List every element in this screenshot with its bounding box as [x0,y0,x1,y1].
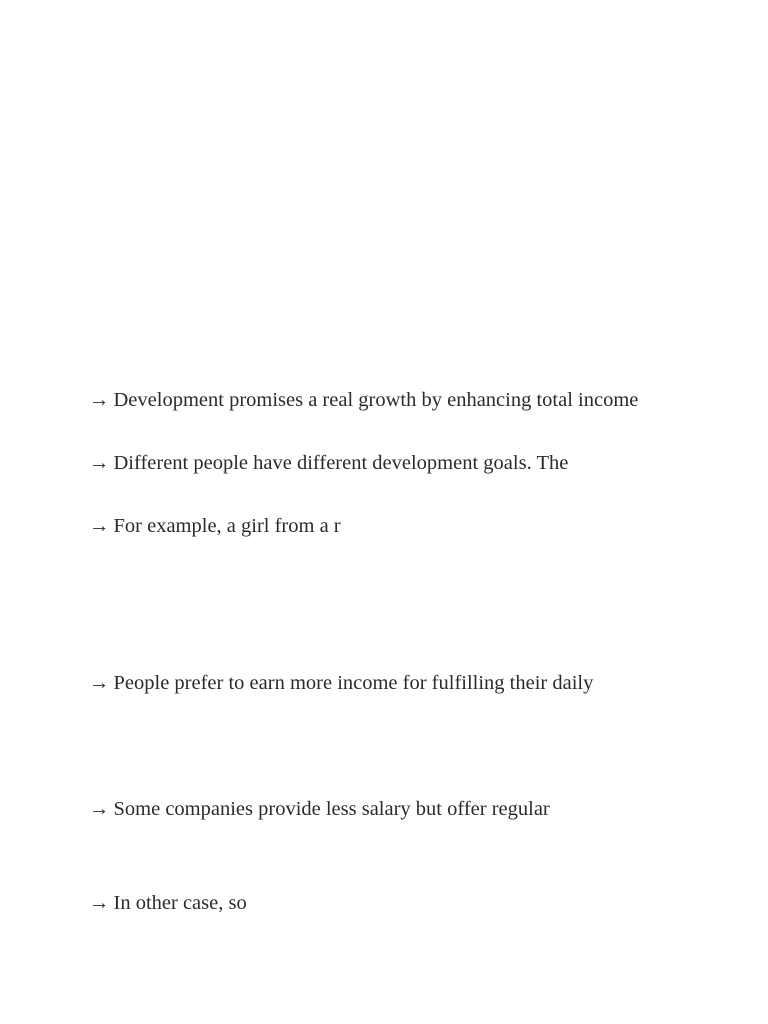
right-arrow-icon: → [89,515,110,537]
bullet-text: Different people have different development goals. The [113,452,569,474]
right-arrow-icon: → [89,892,110,914]
bullet-text: In other case, so [113,892,247,914]
bullet-text: Development promises a real growth by enhancing total income [113,389,639,411]
right-arrow-icon: → [89,798,110,820]
bullet-text: People prefer to earn more income for fulfilling their daily [113,672,594,694]
right-arrow-icon: → [89,452,110,474]
bullet-line [89,891,247,915]
right-arrow-icon: → [89,672,110,694]
bullet-line [89,797,550,821]
right-arrow-icon: → [89,389,110,411]
bullet-line [89,388,638,412]
bullet-text: For example, a girl from a r [113,515,341,537]
bullet-line [89,514,341,538]
bullet-line [89,451,568,475]
bullet-text: Some companies provide less salary but offer regular [113,798,550,820]
bullet-line [89,671,593,695]
